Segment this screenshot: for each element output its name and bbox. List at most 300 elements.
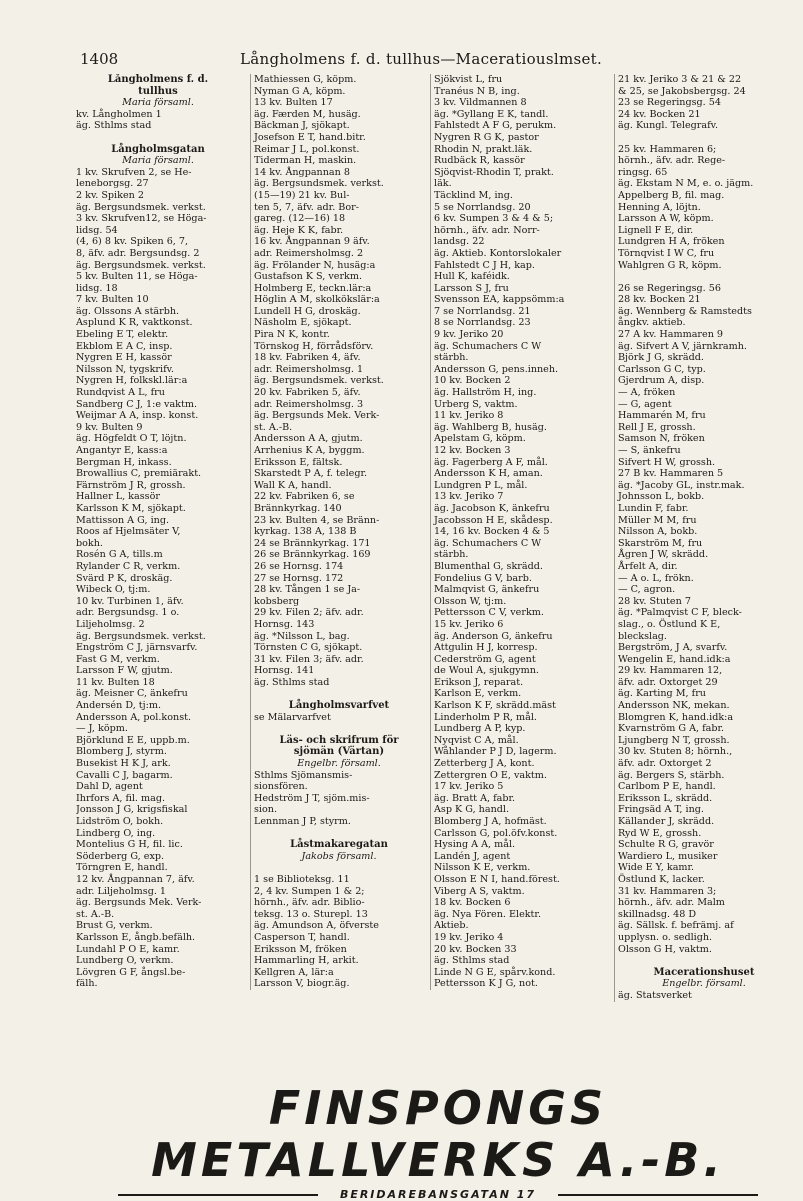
directory-entry: Browallius C, premiärakt. xyxy=(76,468,202,480)
directory-entry: Appelberg B, fil. mag. xyxy=(618,189,725,201)
page-header xyxy=(80,50,770,72)
directory-entry: Bäckman J, sjökapt. xyxy=(254,120,350,132)
directory-entry xyxy=(618,955,790,967)
directory-entry: Roos af Hjelmsäter V, xyxy=(76,526,181,538)
directory-entry: kv. Långholmen 1 xyxy=(76,108,162,120)
directory-entry: 13 kv. Jeriko 7 xyxy=(434,491,504,503)
directory-column-3 xyxy=(430,74,608,990)
directory-entry: Höglin A M, skolkökslär:a xyxy=(254,294,380,306)
directory-entry: äg. Kungl. Telegrafv. xyxy=(618,120,718,132)
directory-entry: skillnadsg. 48 D xyxy=(618,908,697,920)
directory-entry: Svärd P K, droskäg. xyxy=(76,572,173,584)
directory-entry: Wahlgren G R, köpm. xyxy=(618,259,722,271)
directory-entry: Erikson J, reparat. xyxy=(434,676,524,688)
directory-entry: 23 se Regeringsg. 54 xyxy=(618,97,721,109)
directory-entry: Zettergren O E, vaktm. xyxy=(434,769,547,781)
directory-entry: Lignell F E, dir. xyxy=(618,224,694,236)
directory-entry: 2, 4 kv. Sumpen 1 & 2; xyxy=(254,885,365,897)
directory-entry: hörnh., äfv. adr. Malm xyxy=(618,897,725,909)
directory-entry: Arrhenius K A, byggm. xyxy=(254,445,365,456)
directory-entry xyxy=(618,132,790,144)
directory-entry: Aktieb. xyxy=(434,920,469,932)
directory-entry: gareg. (12—16) 18 xyxy=(254,213,346,225)
directory-entry: st. A.-B. xyxy=(76,908,115,920)
directory-entry: sion. xyxy=(254,804,277,816)
directory-entry: äg. Sällsk. f. befrämj. af xyxy=(618,920,734,932)
directory-entry: äg. Schumachers C W xyxy=(434,537,542,549)
directory-entry: Cavalli C J, bagarm. xyxy=(76,769,173,781)
directory-entry xyxy=(254,862,424,874)
directory-entry: Blomberg J A, hofmäst. xyxy=(434,816,547,827)
directory-entry: Mattisson A G, ing. xyxy=(76,514,170,526)
directory-entry: läk. xyxy=(434,178,452,190)
directory-entry: Söderberg G, exp. xyxy=(76,850,165,862)
directory-entry: 3 kv. Vildmannen 8 xyxy=(434,97,527,109)
directory-entry: Larsson A W, köpm. xyxy=(618,213,714,225)
directory-entry: — A, fröken xyxy=(618,387,676,399)
directory-entry: Lövgren G F, ångsl.be- xyxy=(76,966,186,978)
directory-entry: Schulte R G, gravör xyxy=(618,839,714,851)
directory-entry: Lundberg A P, kyp. xyxy=(434,723,526,735)
directory-entry: Attgulin H J, korresp. xyxy=(434,642,538,654)
directory-entry: Nilsson K E, verkm. xyxy=(434,862,531,874)
directory-entry: 1 se Biblioteksg. 11 xyxy=(254,873,350,885)
directory-entry: 16 kv. Ångpannan 9 äfv. xyxy=(254,236,370,248)
directory-entry: (15—19) 21 kv. Bul- xyxy=(254,189,350,201)
directory-entry: upplysn. o. sedligh. xyxy=(618,931,713,943)
directory-entry: 7 se Norrlandsg. 21 xyxy=(434,305,531,317)
directory-entry: äg. Færden M, husäg. xyxy=(254,108,361,120)
directory-entry: landsg. 22 xyxy=(434,236,485,248)
directory-entry: äg. Jacobson K, änkefru xyxy=(434,502,550,514)
directory-entry: Blomgren K, hand.idk:a xyxy=(618,711,734,723)
directory-entry: äg. Bergers S, stärbh. xyxy=(618,769,725,781)
directory-entry: äg. Frölander N, husäg:a xyxy=(254,259,376,271)
directory-entry: Larsson S J, fru xyxy=(434,282,509,294)
directory-entry: Nilsson N, tygskrifv. xyxy=(76,363,174,375)
directory-entry: 26 se Regeringsg. 56 xyxy=(618,282,721,294)
directory-entry: Henning A, löjtn. xyxy=(618,201,701,213)
directory-entry: Läs- och skrifrum för xyxy=(279,734,399,746)
directory-entry: Fondelius G V, barb. xyxy=(434,572,532,584)
directory-entry: Carlbom P E, handl. xyxy=(618,781,716,793)
directory-entry: Björklund E E, uppb.m. xyxy=(76,734,190,746)
directory-entry: Holmberg E, teckn.lär:a xyxy=(254,282,372,294)
directory-entry: 7 kv. Bulten 10 xyxy=(76,294,149,306)
directory-entry: slag., o. Östlund K E, xyxy=(618,618,721,630)
directory-entry: Ljungberg N T, grossh. xyxy=(618,734,730,746)
directory-entry: Jakobs församl. xyxy=(301,850,377,862)
directory-entry: Wall K A, handl. xyxy=(254,479,332,491)
directory-entry: Linderholm P R, mål. xyxy=(434,711,537,723)
directory-entry: äg. Fagerberg A F, mål. xyxy=(434,456,548,468)
directory-entry: 17 kv. Jeriko 5 xyxy=(434,781,504,793)
directory-entry: 5 se Norrlandsg. 20 xyxy=(434,201,531,213)
directory-entry: — G, agent xyxy=(618,398,672,410)
directory-entry: Wengelin E, hand.idk:a xyxy=(618,653,731,665)
directory-entry: äg. Wennberg & Ramstedts xyxy=(618,305,752,317)
directory-entry: 6 kv. Sumpen 3 & 4 & 5; xyxy=(434,213,554,225)
directory-entry: Karlson E, verkm. xyxy=(434,688,522,700)
directory-entry: Viberg A S, vaktm. xyxy=(434,885,525,897)
ad-address: BERIDAREBANSGATAN 17 xyxy=(88,1188,788,1201)
directory-entry: Karlsson E, ångb.befälh. xyxy=(76,931,196,943)
directory-column-1 xyxy=(76,74,240,990)
directory-entry: 22 kv. Fabriken 6, se xyxy=(254,491,355,503)
directory-entry: Täcklind M, ing. xyxy=(434,189,513,201)
directory-entry: Karlsson K M, sjökapt. xyxy=(76,502,186,514)
directory-entry: Rell J E, grossh. xyxy=(618,421,696,433)
directory-entry: Nyman G A, köpm. xyxy=(254,85,346,97)
directory-entry: Apelstam G, köpm. xyxy=(434,433,526,445)
directory-entry: Zetterberg J A, kont. xyxy=(434,758,535,770)
directory-entry: (4, 6) 8 kv. Spiken 6, 7, xyxy=(76,236,189,248)
directory-entry: Eriksson L, skrädd. xyxy=(618,792,713,804)
directory-entry: Hallner L, kassör xyxy=(76,491,160,503)
directory-entry: Eriksson M, fröken xyxy=(254,943,347,955)
directory-entry: Lundgren P L, mål. xyxy=(434,479,528,491)
directory-entry: äg. Sifvert A V, järnkramh. xyxy=(618,340,747,352)
directory-entry: adr. Reimersholmsg. 3 xyxy=(254,398,364,410)
directory-entry: hörnh., äfv. adr. Biblio- xyxy=(254,897,365,909)
directory-entry: 26 se Brännkyrkag. 169 xyxy=(254,549,371,561)
directory-entry: 24 kv. Bocken 21 xyxy=(618,108,701,120)
directory-entry: äg. Amundson A, öfverste xyxy=(254,920,379,932)
directory-entry: äfv. adr. Oxtorget 2 xyxy=(618,758,712,770)
directory-entry: 9 kv. Bulten 9 xyxy=(76,421,143,433)
directory-entry: äg. *Nilsson L, bag. xyxy=(254,630,350,642)
directory-entry: 27 B kv. Hammaren 5 xyxy=(618,468,724,480)
directory-entry: Törnskog H, förrådsförv. xyxy=(254,340,374,352)
directory-entry: Lundberg O, verkm. xyxy=(76,955,174,967)
directory-entry: Cederström G, agent xyxy=(434,653,536,665)
directory-entry: Weijmar A A, insp. konst. xyxy=(76,410,199,422)
directory-entry: Larsson F W, gjutm. xyxy=(76,665,173,677)
directory-column-4 xyxy=(614,74,790,1002)
directory-entry: Svensson EA, kappsömm:a xyxy=(434,294,565,306)
directory-entry: kobsberg xyxy=(254,595,300,607)
directory-entry: Låstmakaregatan xyxy=(290,839,388,851)
directory-entry: Långholmsvarfvet xyxy=(288,700,390,712)
directory-entry: 31 kv. Hammaren 3; xyxy=(618,885,717,897)
directory-entry: äg. Bergsundsmek. verkst. xyxy=(254,375,384,387)
directory-entry: Olsson E N I, hand.förest. xyxy=(434,873,560,885)
directory-entry: Gjerdrum A, disp. xyxy=(618,375,705,387)
directory-entry: Fast G M, verkm. xyxy=(76,653,160,665)
directory-entry: stärbh. xyxy=(434,352,469,364)
directory-entry: 21 kv. Jeriko 3 & 21 & 22 xyxy=(618,74,742,85)
directory-entry: Ebeling E T, elektr. xyxy=(76,329,169,341)
directory-entry: ångkv. aktieb. xyxy=(618,317,686,329)
advertisement xyxy=(88,1082,788,1201)
directory-entry: 11 kv. Bulten 18 xyxy=(76,676,155,688)
directory-entry: Wardiero L, musiker xyxy=(618,850,718,862)
directory-entry: fälh. xyxy=(76,978,98,990)
directory-entry: Lundahl P O E, kamr. xyxy=(76,943,180,955)
directory-entry: Mathiessen G, köpm. xyxy=(254,74,357,85)
directory-entry: Carlsson G C, typ. xyxy=(618,363,706,375)
directory-entry: äg. Olssons A stärbh. xyxy=(76,305,180,317)
directory-entry: äg. Wahlberg B, husäg. xyxy=(434,421,547,433)
directory-entry: Skarström M, fru xyxy=(618,537,703,549)
directory-entry: Carlsson G, pol.öfv.konst. xyxy=(434,827,558,839)
directory-entry: Andersson A, pol.konst. xyxy=(76,711,192,723)
directory-entry: Sjöqvist-Rhodin T, prakt. xyxy=(434,166,554,178)
directory-entry: 31 kv. Filen 3; äfv. adr. xyxy=(254,653,364,665)
directory-entry: Sthlms Sjömansmis- xyxy=(254,769,353,781)
directory-entry: Landén J, agent xyxy=(434,850,511,862)
directory-entry: kyrkag. 138 A, 138 B xyxy=(254,526,357,538)
directory-entry: Asp K G, handl. xyxy=(434,804,510,816)
directory-entry: Fahlstedt C J H, kap. xyxy=(434,259,535,271)
directory-entry: 10 kv. Bocken 2 xyxy=(434,375,511,387)
directory-column-2 xyxy=(250,74,424,990)
running-title: Långholmens f. d. tullhus—Maceratiouslmset. xyxy=(240,50,603,68)
ad-company-name: FINSPONGS METALLVERKS A.-B. xyxy=(151,1081,725,1187)
directory-entry: 23 kv. Bulten 4, se Bränn- xyxy=(254,514,380,526)
directory-entry: Asplund K R, vaktkonst. xyxy=(76,317,193,329)
directory-entry: Macerationshuset xyxy=(653,966,755,978)
directory-entry: 29 kv. Filen 2; äfv. adr. xyxy=(254,607,364,619)
directory-entry: sjömän (Värtan) xyxy=(293,746,385,758)
directory-entry: Lundell H G, droskäg. xyxy=(254,305,361,317)
directory-entry: — A o. L, frökn. xyxy=(618,572,694,584)
directory-entry: Lennman J P, styrm. xyxy=(254,816,351,827)
directory-entry: Näsholm E, sjökapt. xyxy=(254,317,352,329)
directory-entry: Ekblom E A C, insp. xyxy=(76,340,173,352)
directory-entry: 28 kv. Bocken 21 xyxy=(618,294,701,306)
directory-entry: Årfelt A, dir. xyxy=(618,560,678,572)
directory-entry: Färnström J R, grossh. xyxy=(76,479,186,491)
directory-entry: hörnh., äfv. adr. Norr- xyxy=(434,224,540,236)
directory-entry: 11 kv. Jeriko 8 xyxy=(434,410,504,422)
directory-entry: Jonsson J G, krigsfiskal xyxy=(76,804,188,816)
directory-entry: äg. Meisner C, änkefru xyxy=(76,688,188,700)
directory-entry: adr. Bergsundsg. 1 o. xyxy=(76,607,180,619)
directory-entry: Fahlstedt A F G, perukm. xyxy=(434,120,557,132)
directory-entry: Rosén G A, tills.m xyxy=(76,549,163,561)
directory-entry: Hedström J T, sjöm.mis- xyxy=(254,792,370,804)
directory-entry: äg. Bergsunds Mek. Verk- xyxy=(76,897,202,909)
directory-entry: 27 A kv. Hammaren 9 xyxy=(618,329,724,341)
directory-entry: Brust G, verkm. xyxy=(76,920,153,932)
directory-entry: äg. Karting M, fru xyxy=(618,688,706,700)
directory-entry: Olsson G H, vaktm. xyxy=(618,943,712,955)
directory-entry: Lidström O, bokh. xyxy=(76,816,164,827)
directory-entry: leneborgsg. 27 xyxy=(76,178,149,190)
directory-entry: Nygren R G K, pastor xyxy=(434,131,539,143)
directory-entry: äg. *Palmqvist C F, bleck- xyxy=(618,607,742,619)
directory-entry: Pettersson C V, verkm. xyxy=(434,607,544,619)
directory-entry: Hull K, kaféidk. xyxy=(434,271,510,283)
directory-entry: Reimar J L, pol.konst. xyxy=(254,143,360,155)
directory-entry: 2 kv. Spiken 2 xyxy=(76,189,144,201)
page-number: 1408 xyxy=(80,50,119,68)
directory-entry: 29 kv. Hammaren 12, xyxy=(618,665,723,677)
directory-entry: Törnqvist I W C, fru xyxy=(618,247,715,259)
directory-entry: 18 kv. Bocken 6 xyxy=(434,897,511,909)
directory-entry: Wåhlander P J D, lagerm. xyxy=(434,746,557,758)
directory-entry: äg. Bergsundsmek. verkst. xyxy=(76,259,206,271)
directory-entry: 8, äfv. adr. Bergsundsg. 2 xyxy=(76,247,200,259)
directory-entry: Andersson K H, aman. xyxy=(434,468,543,480)
directory-entry: Hornsg. 141 xyxy=(254,665,315,677)
directory-entry: Malmqvist G, änkefru xyxy=(434,584,540,596)
directory-entry: äg. Sthlms stad xyxy=(76,120,152,132)
directory-entry: 14, 16 kv. Bocken 4 & 5 xyxy=(434,526,550,538)
directory-entry: adr. Reimersholmsg. 2 xyxy=(254,247,364,259)
directory-entry: 12 kv. Bocken 3 xyxy=(434,445,511,456)
directory-entry: Liljeholmsg. 2 xyxy=(76,618,145,630)
directory-entry: — C, agron. xyxy=(618,584,676,596)
directory-entry: Rylander C R, verkm. xyxy=(76,560,181,572)
directory-entry: Bergström, J A, svarfv. xyxy=(618,642,728,654)
directory-entry: Engström C J, järnsvarfv. xyxy=(76,642,198,654)
directory-entry: Samson N, fröken xyxy=(618,433,705,445)
directory-entry: Rundqvist A L, fru xyxy=(76,387,165,399)
directory-entry: Montelius G H, fil. lic. xyxy=(76,839,183,851)
directory-entry: Casperson T, handl. xyxy=(254,931,350,943)
directory-entry: Ryd W E, grossh. xyxy=(618,827,702,839)
directory-entry: Hornsg. 143 xyxy=(254,618,315,630)
directory-entry: Hammarén M, fru xyxy=(618,410,706,422)
directory-entry: äg. Sthlms stad xyxy=(434,955,510,967)
directory-entry: 19 kv. Jeriko 4 xyxy=(434,931,504,943)
directory-entry: äg. Schumachers C W xyxy=(434,340,542,352)
directory-entry: äg. Bergsundsmek. verkst. xyxy=(76,630,206,642)
directory-entry: äg. Heje K K, fabr. xyxy=(254,224,344,236)
directory-entry: adr. Liljeholmsg. 1 xyxy=(76,885,167,897)
directory-entry: Kvarnström G A, fabr. xyxy=(618,723,725,735)
directory-entry: äg. *Jacoby GL, instr.mak. xyxy=(618,479,745,491)
directory-entry: 20 kv. Bocken 33 xyxy=(434,943,517,955)
directory-entry: adr. Reimersholmsg. 1 xyxy=(254,363,364,375)
directory-entry: Ihrfors A, fil. mag. xyxy=(76,792,166,804)
directory-entry: 24 se Brännkyrkag. 171 xyxy=(254,537,371,549)
directory-entry: se Mälarvarfvet xyxy=(254,711,331,723)
directory-entry: Olsson W, tj:m. xyxy=(434,595,507,607)
directory-entry: Nyqvist C A, mål. xyxy=(434,734,519,746)
directory-entry: 30 kv. Stuten 8; hörnh., xyxy=(618,746,733,758)
directory-entry: Fringsäd A T, ing. xyxy=(618,804,704,816)
directory-entry: 8 se Norrlandsg. 23 xyxy=(434,317,531,329)
directory-entry: Larsson V, biogr.äg. xyxy=(254,978,350,990)
directory-entry: 5 kv. Bulten 11, se Höga- xyxy=(76,271,198,283)
directory-columns xyxy=(76,74,788,1034)
directory-entry: äg. Anderson G, änkefru xyxy=(434,630,553,642)
directory-entry: Skarstedt P A, f. telegr. xyxy=(254,468,368,480)
directory-entry: äg. Högfeldt O T, löjtn. xyxy=(76,433,187,445)
directory-entry: Nygren H, folkskl.lär:a xyxy=(76,375,188,387)
directory-entry: äg. Hallström H, ing. xyxy=(434,387,537,399)
directory-entry: Urberg S, vaktm. xyxy=(434,398,518,410)
directory-entry: — S, änkefru xyxy=(618,445,681,456)
directory-entry: 27 se Hornsg. 172 xyxy=(254,572,344,584)
directory-entry: Lindberg O, ing. xyxy=(76,827,156,839)
directory-entry: Ågren J W, skrädd. xyxy=(618,549,709,561)
directory-entry: bleckslag. xyxy=(618,630,667,642)
directory-entry: Brännkyrkag. 140 xyxy=(254,502,342,514)
directory-entry: Johnsson L, bokb. xyxy=(618,491,705,503)
directory-entry: Wide E Y, kamr. xyxy=(618,862,695,874)
directory-entry xyxy=(254,828,424,840)
directory-entry: Rhodin N, prakt.läk. xyxy=(434,143,533,155)
directory-entry: lidsg. 54 xyxy=(76,224,118,236)
directory-entry: äg. Statsverket xyxy=(618,989,692,1001)
directory-entry: Lundgren H A, fröken xyxy=(618,236,725,248)
directory-entry: Andersson G, pens.inneh. xyxy=(434,363,559,375)
directory-entry xyxy=(618,271,790,283)
directory-entry: Sandberg C J, 1:e vaktm. xyxy=(76,398,197,410)
directory-entry: äg. Aktieb. Kontorslokaler xyxy=(434,247,562,259)
directory-entry: — J, köpm. xyxy=(76,723,128,735)
directory-entry: Källander J, skrädd. xyxy=(618,816,715,827)
directory-entry: Andersén D, tj:m. xyxy=(76,700,161,712)
directory-entry: Andersson A A, gjutm. xyxy=(254,433,363,445)
directory-entry: hörnh., äfv. adr. Rege- xyxy=(618,155,726,167)
directory-entry: Maria församl. xyxy=(122,155,194,167)
directory-entry: 13 kv. Bulten 17 xyxy=(254,97,333,109)
directory-entry: Bergman H, inkass. xyxy=(76,456,172,468)
directory-entry: 28 kv. Stuten 7 xyxy=(618,595,691,607)
directory-entry: Engelbr. församl. xyxy=(662,978,746,990)
directory-entry: äg. Sthlms stad xyxy=(254,676,330,688)
directory-entry: Sjökvist L, fru xyxy=(434,74,503,85)
directory-entry: 25 kv. Hammaren 6; xyxy=(618,143,717,155)
directory-entry: 9 kv. Jeriko 20 xyxy=(434,329,504,341)
directory-entry: Lundin F, fabr. xyxy=(618,502,689,514)
directory-entry: äg. Bergsunds Mek. Verk- xyxy=(254,410,380,422)
directory-entry: Östlund K, lacker. xyxy=(618,873,705,885)
directory-entry: Gustafson K S, verkm. xyxy=(254,271,363,283)
directory-entry: bokh. xyxy=(76,537,103,549)
directory-entry: Maria församl. xyxy=(122,97,194,109)
directory-entry: 20 kv. Fabriken 5, äfv. xyxy=(254,387,361,399)
directory-entry xyxy=(254,723,424,735)
directory-entry: Tiderman H, maskin. xyxy=(254,155,357,167)
directory-entry: äg. Bratt A, fabr. xyxy=(434,792,516,804)
directory-entry: Långholmsgatan xyxy=(111,143,205,155)
directory-entry: äg. Bergsundsmek. verkst. xyxy=(76,201,206,213)
directory-entry: Rudbäck R, kassör xyxy=(434,155,525,167)
directory-entry: Långholmens f. d. xyxy=(107,74,209,85)
directory-entry: st. A.-B. xyxy=(254,421,293,433)
directory-entry: Kellgren A, lär:a xyxy=(254,966,334,978)
directory-entry: Blumenthal G, skrädd. xyxy=(434,560,543,572)
directory-entry: Nygren E H, kassör xyxy=(76,352,172,364)
directory-entry: Björk J G, skrädd. xyxy=(618,352,704,364)
directory-entry: de Woul A, sjukgymn. xyxy=(434,665,539,677)
directory-entry: Eriksson E, fältsk. xyxy=(254,456,343,468)
directory-entry: Wibeck O, tj:m. xyxy=(76,584,151,596)
directory-entry: 3 kv. Skrufven12, se Höga- xyxy=(76,213,207,225)
directory-entry xyxy=(254,688,424,700)
directory-entry: 18 kv. Fabriken 4, äfv. xyxy=(254,352,361,364)
directory-entry: 28 kv. Tången 1 se Ja- xyxy=(254,584,361,596)
directory-entry: äg. Nya Fören. Elektr. xyxy=(434,908,541,920)
directory-entry: 14 kv. Ångpannan 8 xyxy=(254,166,350,178)
directory-entry: Busekist H K J, ark. xyxy=(76,758,171,770)
directory-entry: ten 5, 7, äfv. adr. Bor- xyxy=(254,201,359,213)
directory-entry: äg. Ekstam N M, e. o. jägm. xyxy=(618,178,754,190)
directory-entry: & 25, se Jakobsbergsg. 24 xyxy=(618,85,746,97)
directory-entry: Pettersson K J G, not. xyxy=(434,978,538,990)
directory-entry: sionsfören. xyxy=(254,781,308,793)
directory-entry: Hysing A A, mål. xyxy=(434,839,516,851)
directory-entry: Linde N G E, spårv.kond. xyxy=(434,966,556,978)
directory-entry: lidsg. 18 xyxy=(76,282,118,294)
directory-entry xyxy=(76,132,240,144)
